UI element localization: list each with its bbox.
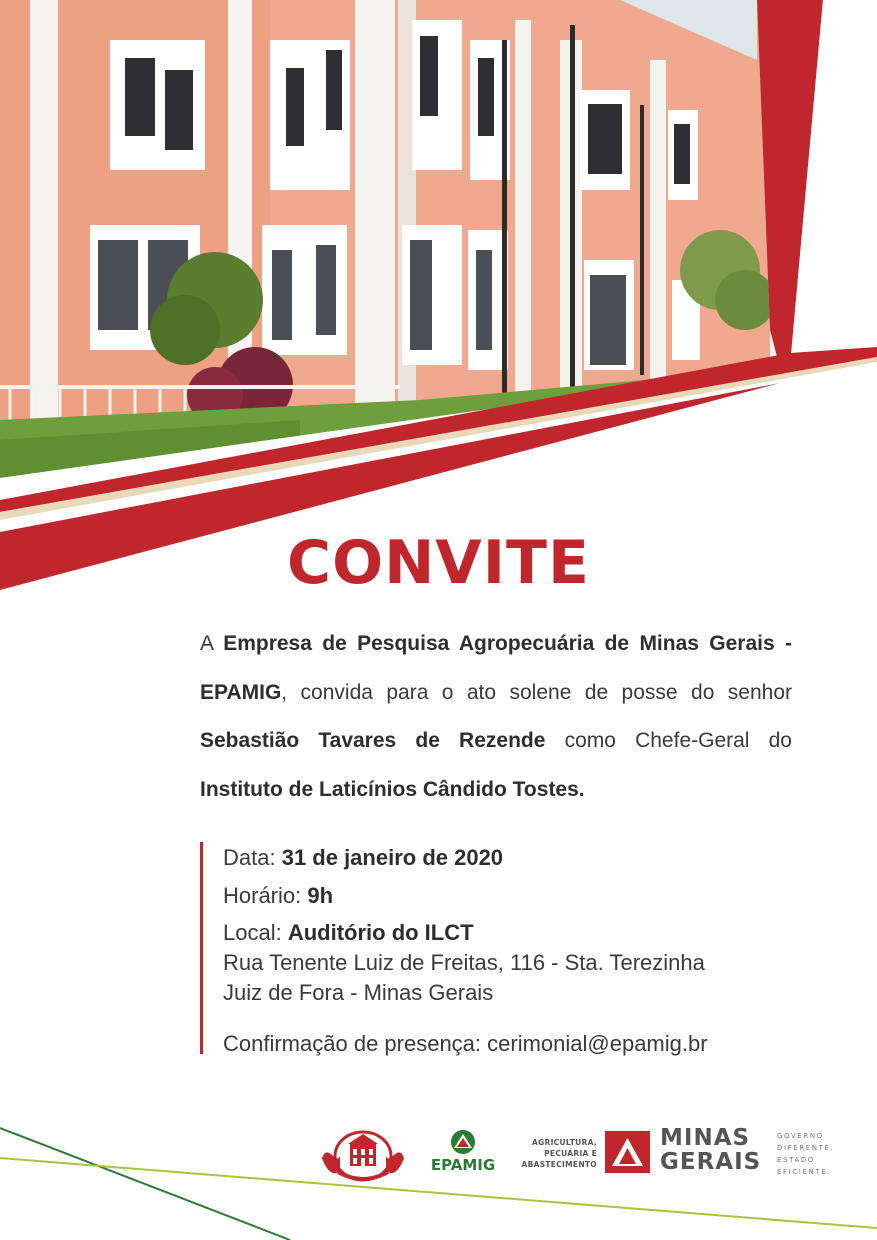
date-value: 31 de janeiro de 2020 [281, 845, 504, 870]
secretaria-line: AGRICULTURA, [531, 1138, 597, 1147]
ilct-emblem-icon [318, 1122, 408, 1184]
intro-text-c: como Chefe-Geral do [545, 729, 792, 752]
mg-name-line: MINAS [660, 1125, 751, 1151]
secretaria-line: ABASTECIMENTO [521, 1160, 597, 1169]
time-label: Horário: [223, 883, 308, 908]
secretaria-label [503, 1137, 597, 1170]
time-line [223, 883, 333, 909]
government-slogan [777, 1130, 834, 1178]
place-value: Auditório do ILCT [287, 920, 474, 945]
minas-gerais-triangle-icon [605, 1131, 650, 1173]
event-details [200, 842, 823, 1054]
building-photo-banner [0, 0, 877, 600]
slogan-line: DIFERENTE. [777, 1144, 835, 1152]
slogan-line: EFICIENTE. [777, 1168, 832, 1176]
intro-text-a: A [200, 632, 224, 655]
time-value: 9h [307, 883, 334, 908]
invitation-title: CONVITE [287, 528, 590, 598]
slogan-line: ESTADO [777, 1156, 815, 1164]
address-line-2: Juiz de Fora - Minas Gerais [223, 980, 494, 1005]
secretaria-line: PECUÁRIA E [544, 1149, 597, 1158]
rsvp-line: Confirmação de presença: cerimonial@epamig.br [223, 1031, 708, 1056]
institute-name: Instituto de Laticínios Cândido Tostes. [200, 777, 585, 801]
epamig-wordmark: EPAMIG [430, 1156, 496, 1174]
address-line-1: Rua Tenente Luiz de Freitas, 116 - Sta. Terezinha [223, 950, 705, 975]
intro-text-b: , convida para o ato solene de posse do senhor [281, 680, 792, 704]
mg-name-line: GERAIS [660, 1149, 762, 1175]
minas-gerais-wordmark [660, 1126, 761, 1174]
invitation-text [200, 620, 792, 814]
date-line [223, 845, 503, 871]
organization-name: Empresa de Pesquisa Agropecuária de Minas Gerais - EPAMIG [200, 632, 793, 704]
place-line [223, 920, 474, 946]
date-label: Data: [223, 845, 282, 870]
place-label: Local: [223, 920, 288, 945]
slogan-line: GOVERNO [777, 1132, 824, 1140]
person-name: Sebastião Tavares de Rezende [200, 729, 546, 752]
